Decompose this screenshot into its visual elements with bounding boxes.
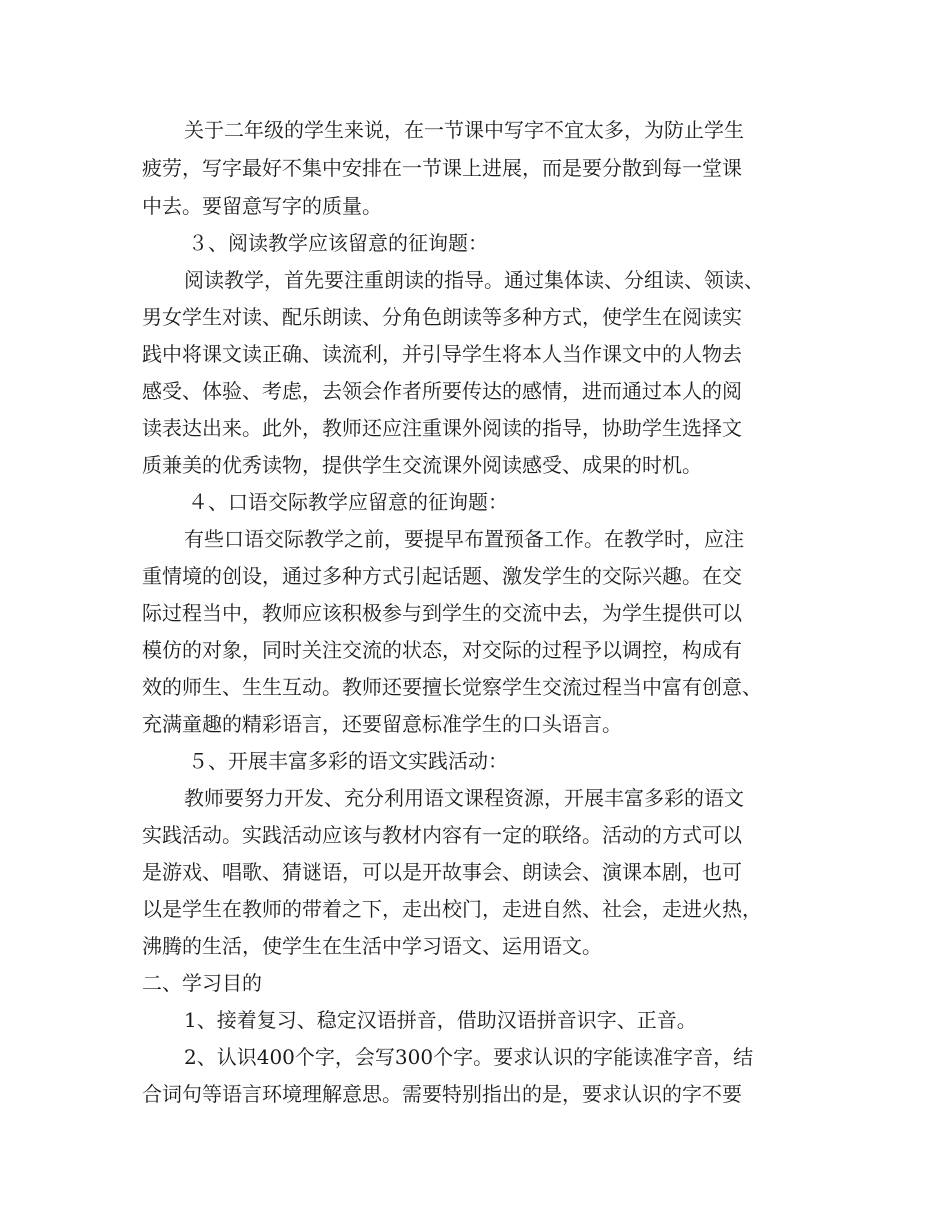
section-heading: ３、阅读教学应该留意的征询题： (188, 231, 488, 255)
paragraph-line: 质兼美的优秀读物，提供学生交流课外阅读感受、成果的时机。 (142, 453, 702, 477)
paragraph-line: 教师要努力开发、充分利用语文课程资源，开展丰富多彩的语文 (184, 786, 744, 810)
paragraph-line: 中去。要留意写字的质量。 (142, 194, 382, 218)
paragraph-line: 模仿的对象，同时关注交流的状态，对交际的过程予以调控，构成有 (142, 638, 742, 662)
list-item: 1、接着复习、稳定汉语拼音，借助汉语拼音识字、正音。 (184, 1008, 697, 1032)
paragraph-line: 有些口语交际教学之前，要提早布置预备工作。在教学时，应注 (184, 527, 744, 551)
paragraph-line: 充满童趣的精彩语言，还要留意标准学生的口头语言。 (142, 712, 622, 736)
paragraph-line: 以是学生在教师的带着之下，走出校门，走进自然、社会，走进火热， (142, 897, 762, 921)
paragraph-line: 实践活动。实践活动应该与教材内容有一定的联络。活动的方式可以 (142, 823, 742, 847)
paragraph-line: 关于二年级的学生来说，在一节课中写字不宜太多，为防止学生 (184, 118, 744, 142)
section-heading: ５、开展丰富多彩的语文实践活动： (188, 749, 508, 773)
paragraph-line: 沸腾的生活，使学生在生活中学习语文、运用语文。 (142, 934, 602, 958)
paragraph-line: 感受、体验、考虑，去领会作者所要传达的感情，进而通过本人的阅 (142, 379, 742, 403)
paragraph-line: 是游戏、唱歌、猜谜语，可以是开故事会、朗读会、演课本剧，也可 (142, 860, 742, 884)
section-heading: 二、学习目的 (142, 971, 262, 995)
paragraph-line: 际过程当中，教师应该积极参与到学生的交流中去，为学生提供可以 (142, 601, 742, 625)
paragraph-line: 合词句等语言环境理解意思。需要特别指出的是，要求认识的字不要 (142, 1082, 742, 1106)
paragraph-line: 读表达出来。此外，教师还应注重课外阅读的指导，协助学生选择文 (142, 416, 742, 440)
paragraph-line: 践中将课文读正确、读流利，并引导学生将本人当作课文中的人物去 (142, 342, 742, 366)
paragraph-line: 阅读教学，首先要注重朗读的指导。通过集体读、分组读、领读、 (184, 268, 764, 292)
paragraph-line: 疲劳，写字最好不集中安排在一节课上进展，而是要分散到每一堂课 (142, 156, 742, 180)
paragraph-line: 重情境的创设，通过多种方式引起话题、激发学生的交际兴趣。在交 (142, 564, 742, 588)
paragraph-line: 男女学生对读、配乐朗读、分角色朗读等多种方式，使学生在阅读实 (142, 305, 742, 329)
list-item: 2、认识400个字，会写300个字。要求认识的字能读准字音，结 (184, 1045, 754, 1069)
paragraph-line: 效的师生、生生互动。教师还要擅长觉察学生交流过程当中富有创意、 (142, 675, 762, 699)
section-heading: ４、口语交际教学应留意的征询题： (188, 490, 508, 514)
